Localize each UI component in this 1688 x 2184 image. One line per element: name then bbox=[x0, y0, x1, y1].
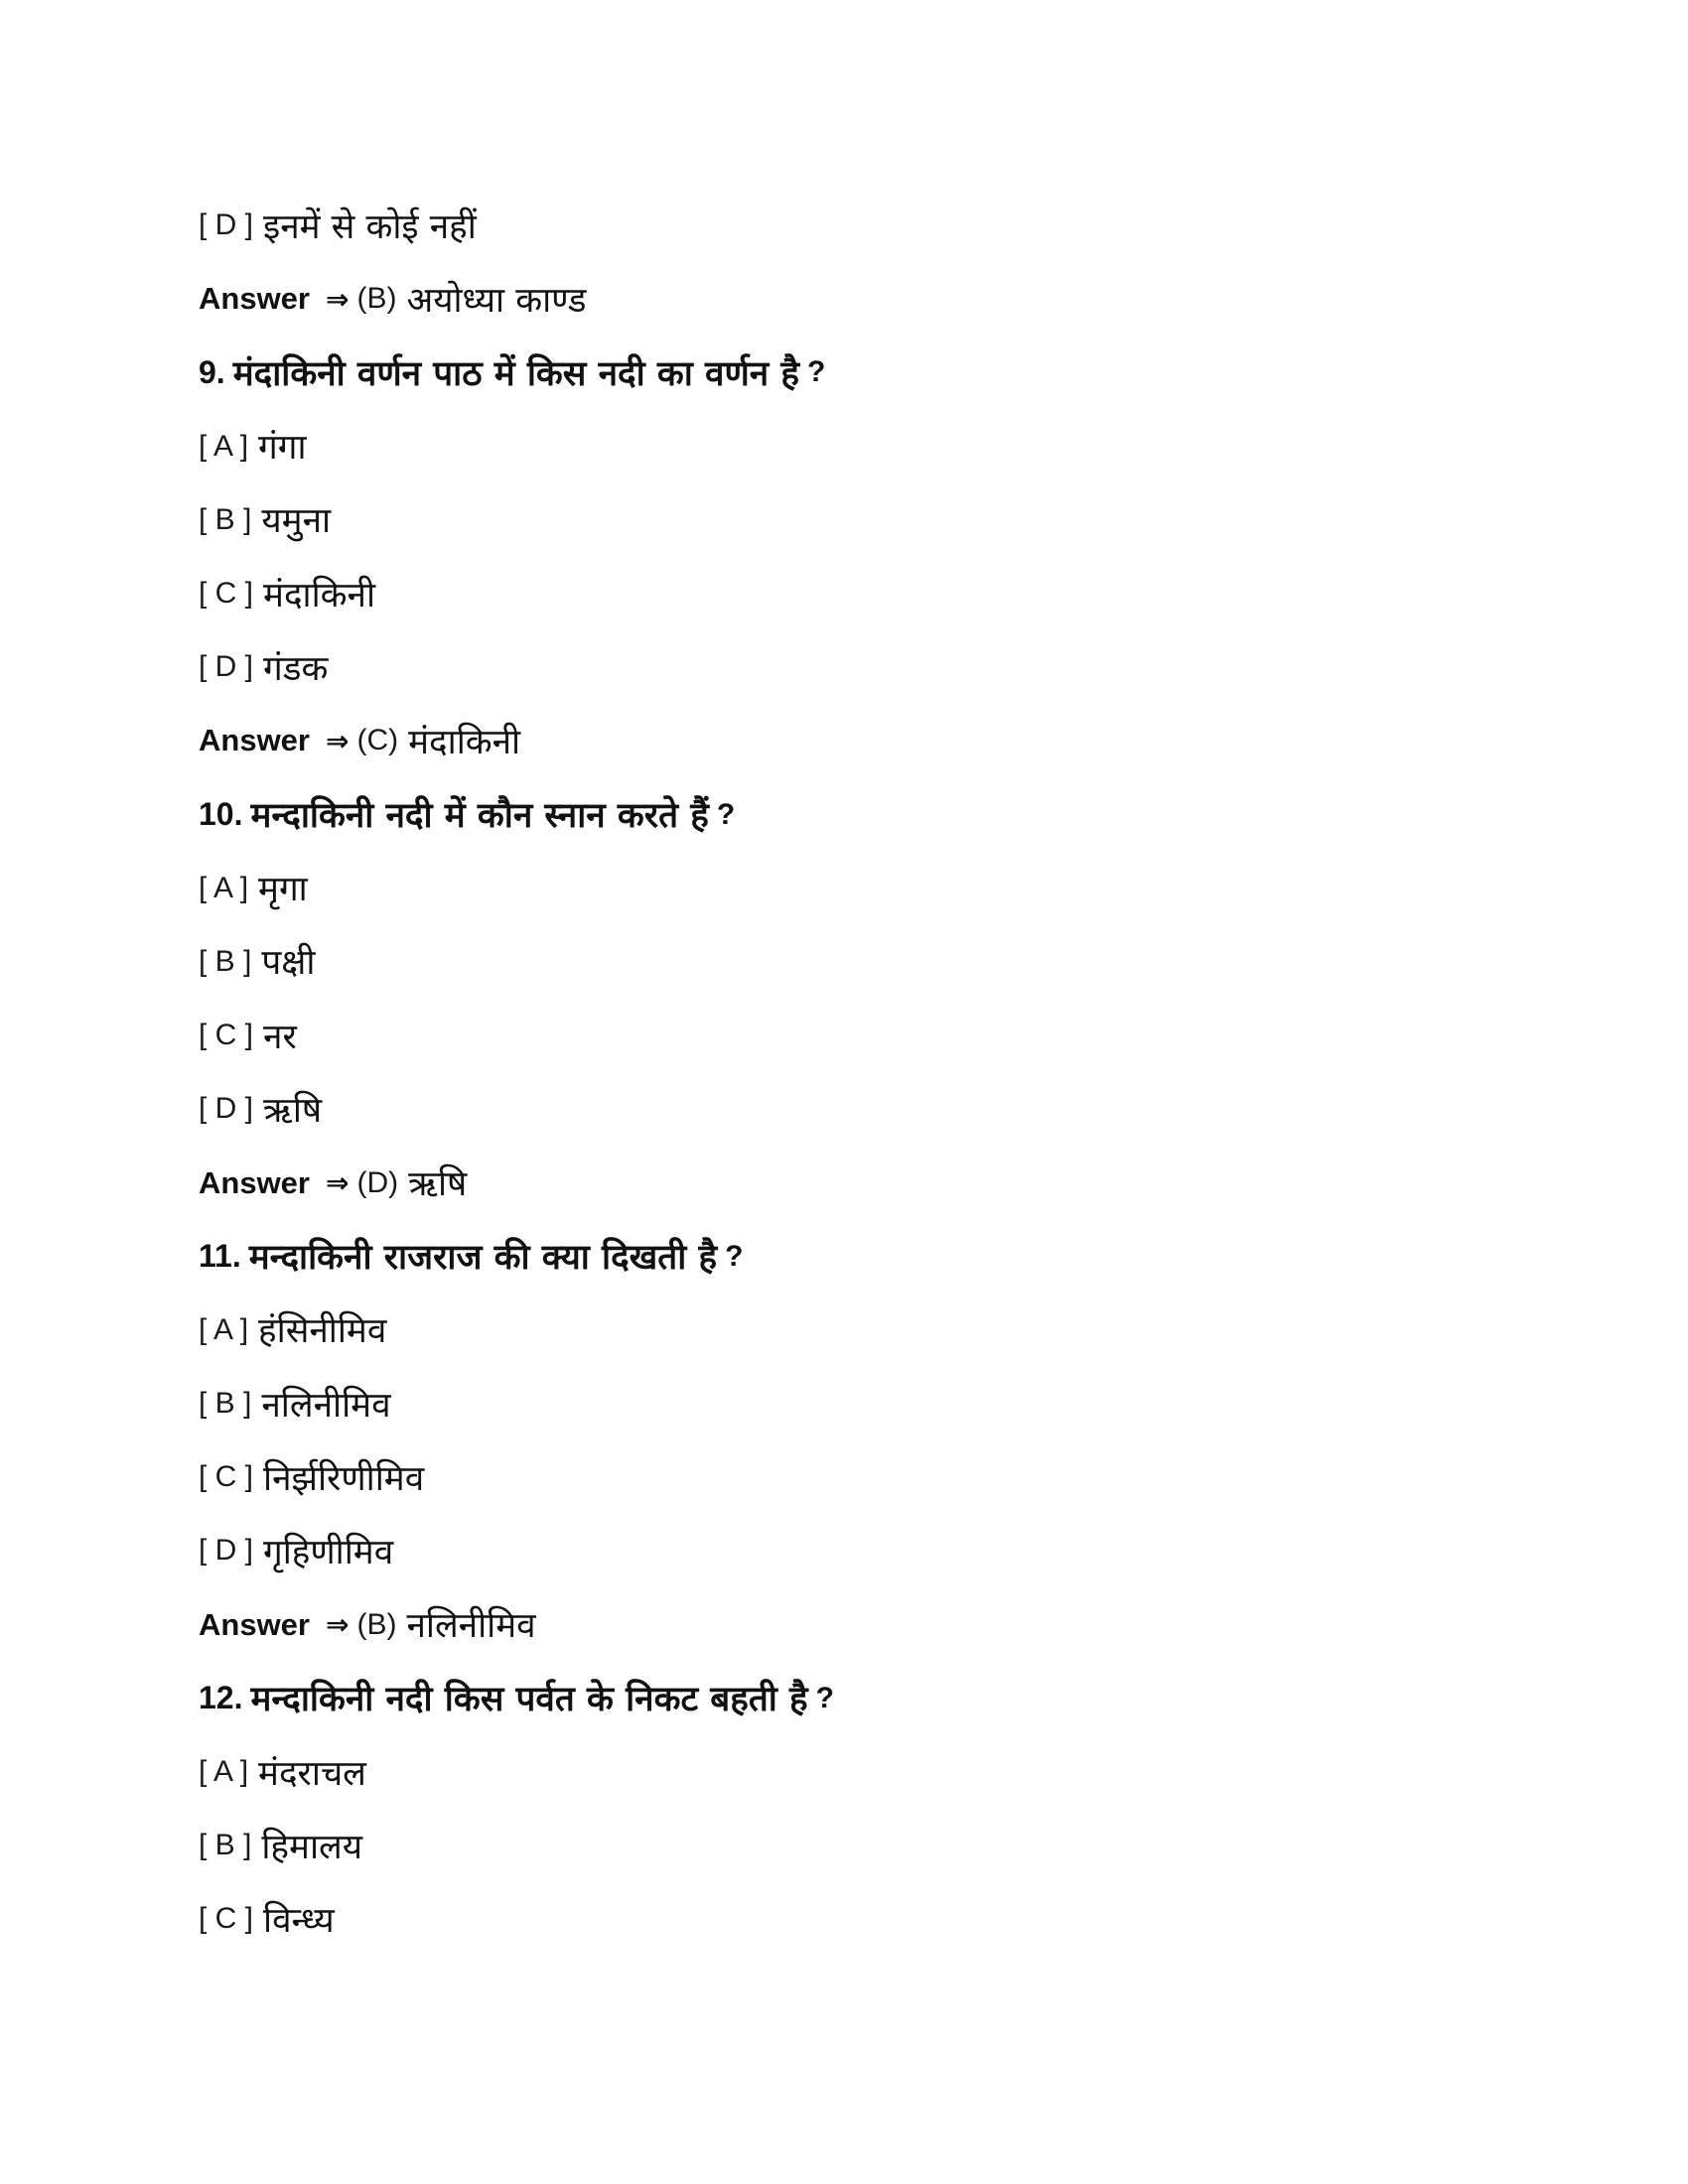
answer-text: अयोध्या काण्ड bbox=[406, 280, 587, 321]
option-line bbox=[199, 1514, 1489, 1587]
answer-text: नलिनीमिव bbox=[406, 1606, 536, 1647]
quiz-content bbox=[199, 189, 1489, 1957]
option-line bbox=[199, 925, 1489, 999]
answer-label: Answer bbox=[199, 1606, 310, 1642]
question-number: 12. bbox=[199, 1680, 243, 1716]
arrow-icon: ⇒ bbox=[325, 1608, 350, 1642]
option-text: गंगा bbox=[258, 428, 307, 469]
document-page bbox=[199, 189, 1489, 1957]
answer-label: Answer bbox=[199, 723, 310, 758]
option-label: [ A ] bbox=[199, 1755, 249, 1789]
question-text: मन्दाकिनी नदी में कौन स्नान करते हैं bbox=[250, 796, 709, 837]
option-text: इनमें से कोई नहीं bbox=[263, 206, 477, 247]
option-label: [ A ] bbox=[199, 1312, 249, 1346]
answer-label: Answer bbox=[199, 1164, 310, 1200]
option-text: नलिनीमिव bbox=[261, 1385, 391, 1426]
option-label: [ C ] bbox=[199, 1460, 254, 1494]
option-line bbox=[199, 557, 1489, 630]
answer-label: Answer bbox=[199, 281, 310, 317]
option-label: [ B ] bbox=[199, 1829, 252, 1862]
answer-choice: (B) bbox=[356, 1607, 397, 1641]
option-label: [ B ] bbox=[199, 944, 252, 978]
question-number: 10. bbox=[199, 796, 243, 833]
option-text: नर bbox=[263, 1017, 297, 1057]
answer-line bbox=[199, 1146, 1489, 1219]
option-text: हंसिनीमिव bbox=[258, 1311, 387, 1352]
option-label: [ A ] bbox=[199, 871, 249, 904]
option-text: यमुना bbox=[261, 501, 332, 542]
answer-choice: (C) bbox=[356, 724, 399, 757]
question-mark: ? bbox=[716, 797, 736, 831]
option-label: [ A ] bbox=[199, 429, 249, 463]
question-number: 9. bbox=[199, 353, 225, 390]
answer-line bbox=[199, 262, 1489, 336]
option-text: मंदराचल bbox=[258, 1753, 366, 1794]
option-text: निर्झरिणीमिव bbox=[263, 1458, 425, 1499]
option-label: [ D ] bbox=[199, 208, 254, 242]
arrow-icon: ⇒ bbox=[325, 282, 350, 316]
option-line bbox=[199, 1440, 1489, 1514]
option-label: [ D ] bbox=[199, 1534, 254, 1568]
question-text: मंदाकिनी वर्णन पाठ में किस नदी का वर्णन है bbox=[232, 353, 799, 394]
answer-choice: (B) bbox=[356, 282, 397, 316]
arrow-icon: ⇒ bbox=[325, 724, 350, 757]
answer-line bbox=[199, 704, 1489, 777]
option-line bbox=[199, 483, 1489, 557]
answer-text: ऋषि bbox=[408, 1164, 468, 1205]
option-line bbox=[199, 999, 1489, 1072]
question-text: मन्दाकिनी नदी किस पर्वत के निकट बहती है bbox=[250, 1680, 808, 1720]
question-mark: ? bbox=[815, 1681, 834, 1714]
option-line bbox=[199, 1735, 1489, 1809]
option-line bbox=[199, 1882, 1489, 1956]
question-line bbox=[199, 778, 1489, 852]
answer-text: मंदाकिनी bbox=[408, 722, 521, 762]
question-mark: ? bbox=[806, 355, 826, 389]
question-line bbox=[199, 1220, 1489, 1294]
option-line bbox=[199, 1809, 1489, 1882]
option-text: ऋषि bbox=[263, 1090, 323, 1131]
option-label: [ C ] bbox=[199, 1902, 254, 1936]
option-label: [ D ] bbox=[199, 1092, 254, 1126]
option-text: मंदाकिनी bbox=[263, 575, 376, 615]
option-line bbox=[199, 1294, 1489, 1367]
question-line bbox=[199, 1662, 1489, 1735]
option-line bbox=[199, 852, 1489, 925]
question-text: मन्दाकिनी राजराज की क्या दिखती है bbox=[248, 1238, 718, 1279]
option-text: गृहिणीमिव bbox=[263, 1532, 394, 1572]
question-mark: ? bbox=[725, 1239, 744, 1273]
option-label: [ B ] bbox=[199, 1387, 252, 1421]
arrow-icon: ⇒ bbox=[325, 1166, 350, 1200]
option-text: पक्षी bbox=[261, 943, 316, 984]
question-line bbox=[199, 336, 1489, 409]
option-text: गंडक bbox=[263, 648, 329, 689]
answer-line bbox=[199, 1588, 1489, 1662]
option-text: हिमालय bbox=[261, 1827, 363, 1867]
question-number: 11. bbox=[199, 1238, 241, 1275]
option-label: [ B ] bbox=[199, 502, 252, 536]
option-line bbox=[199, 1072, 1489, 1146]
answer-choice: (D) bbox=[356, 1165, 399, 1199]
option-text: मृगा bbox=[258, 870, 308, 910]
option-line bbox=[199, 630, 1489, 704]
option-line bbox=[199, 1367, 1489, 1440]
option-label: [ C ] bbox=[199, 577, 254, 611]
option-line bbox=[199, 189, 1489, 262]
option-label: [ C ] bbox=[199, 1019, 254, 1052]
option-line bbox=[199, 410, 1489, 483]
option-label: [ D ] bbox=[199, 650, 254, 684]
option-text: विन्ध्य bbox=[263, 1900, 335, 1941]
